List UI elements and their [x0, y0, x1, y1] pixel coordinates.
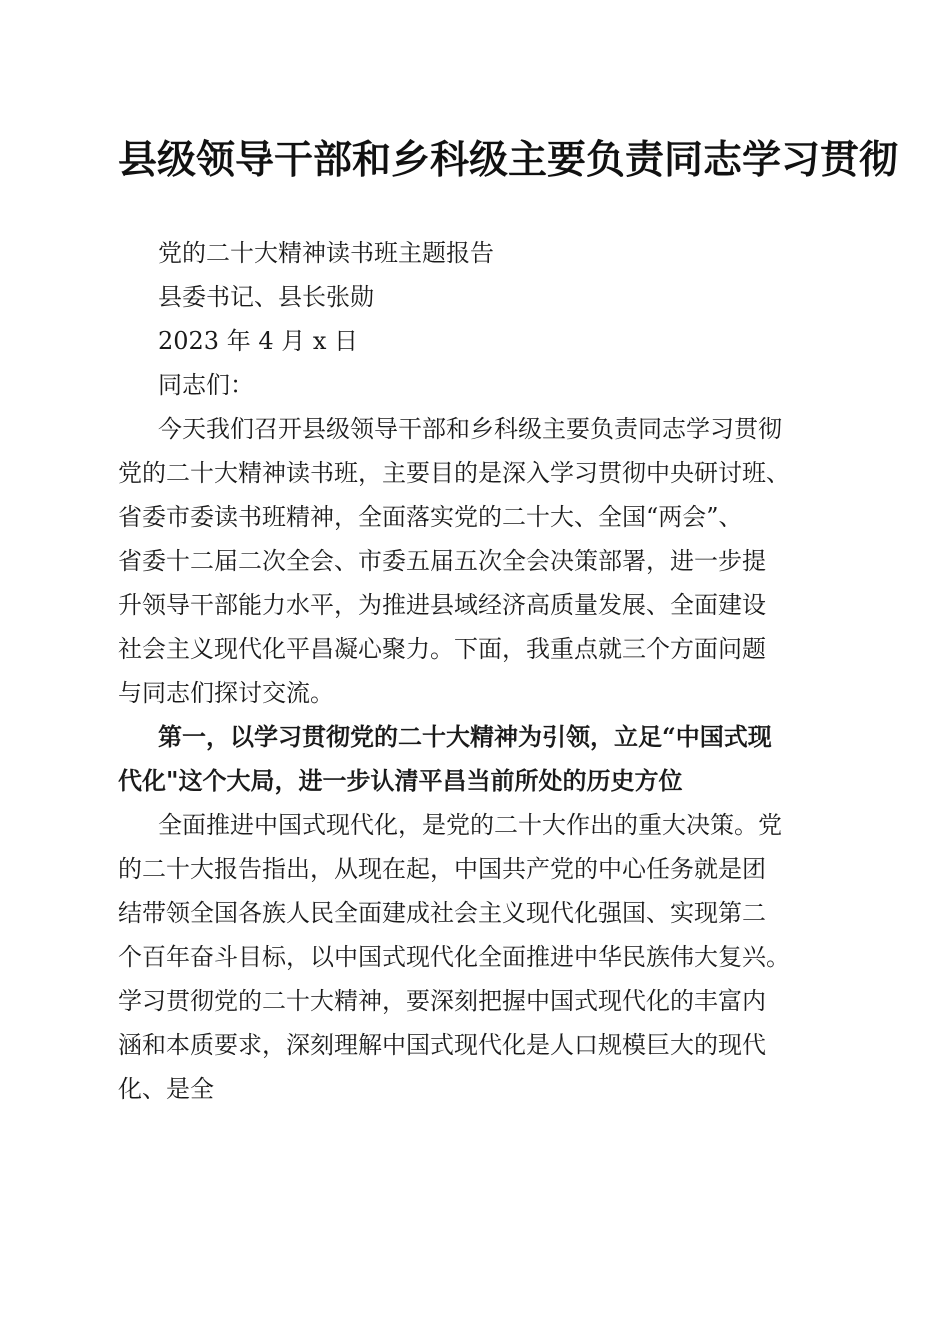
section-heading-line: 代化"这个大局，进一步认清平昌当前所处的历史方位 — [118, 766, 683, 795]
section-heading-line: 第一，以学习贯彻党的二十大精神为引领，立足“中国式现 — [158, 722, 772, 751]
paragraph-2-line: 结带领全国各族人民全面建成社会主义现代化强国、实现第二 — [118, 899, 766, 927]
speaker-line: 县委书记、县长张勋 — [158, 283, 374, 311]
paragraph-2-line: 化、是全 — [118, 1075, 214, 1103]
document-body — [118, 231, 838, 1111]
paragraph-1-line: 党的二十大精神读书班，主要目的是深入学习贯彻中央研讨班、 — [118, 459, 790, 487]
paragraph-2-line: 的二十大报告指出，从现在起，中国共产党的中心任务就是团 — [118, 855, 766, 883]
paragraph-1-line: 升领导干部能力水平，为推进县域经济高质量发展、全面建设 — [118, 591, 766, 619]
paragraph-1-line: 今天我们召开县级领导干部和乡科级主要负责同志学习贯彻 — [158, 415, 782, 443]
paragraph-1-line: 省委市委读书班精神，全面落实党的二十大、全国“两会”、 — [118, 503, 743, 531]
document-title: 县级领导干部和乡科级主要负责同志学习贯彻 — [118, 137, 899, 183]
paragraph-1-line: 社会主义现代化平昌凝心聚力。下面，我重点就三个方面问题 — [118, 635, 766, 663]
paragraph-1-line: 省委十二届二次全会、市委五届五次全会决策部署，进一步提 — [118, 547, 766, 575]
paragraph-2-line: 全面推进中国式现代化，是党的二十大作出的重大决策。党 — [158, 811, 782, 839]
salutation: 同志们： — [158, 371, 254, 399]
paragraph-2-line: 个百年奋斗目标，以中国式现代化全面推进中华民族伟大复兴。 — [118, 943, 790, 971]
document-subtitle: 党的二十大精神读书班主题报告 — [158, 239, 494, 267]
paragraph-1-line: 与同志们探讨交流。 — [118, 679, 334, 707]
paragraph-2-line: 学习贯彻党的二十大精神，要深刻把握中国式现代化的丰富内 — [118, 987, 766, 1015]
date-line: 2023 年 4 月 x 日 — [158, 327, 359, 355]
paragraph-2-line: 涵和本质要求，深刻理解中国式现代化是人口规模巨大的现代 — [118, 1031, 766, 1059]
